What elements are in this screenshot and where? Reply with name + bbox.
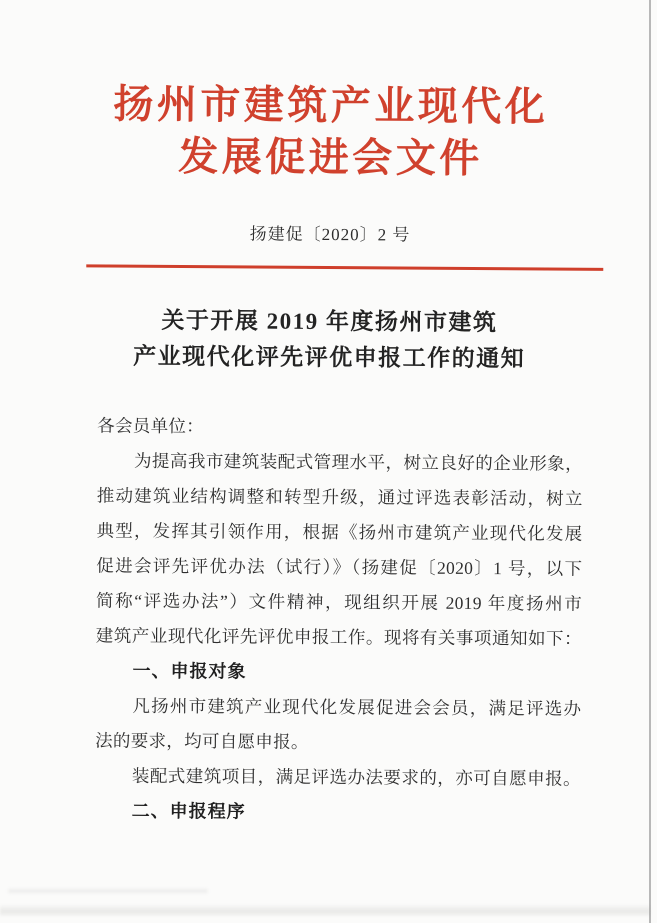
body-line: 推动建筑业结构调整和转型升级，通过评选表彰活动，树立 (96, 485, 583, 509)
scan-smudge-bottom-left (8, 889, 208, 893)
section-heading-1: 一、申报对象 (132, 660, 247, 682)
doc-number: 扬建促〔2020〕2 号 (249, 224, 411, 245)
body-line: 建筑产业现代化评先评优申报工作。现将有关事项通知如下： (95, 625, 582, 649)
scan-edge-artifact-right (649, 0, 651, 923)
body-line: 为提高我市建筑装配式管理水平，树立良好的企业形象， (133, 450, 584, 474)
document-title (1, 302, 657, 378)
document-title-line-1: 关于开展 2019 年度扬州市建筑 (161, 307, 498, 336)
letterhead-line-2: 发展促进会文件 (178, 134, 483, 182)
body-line: 法的要求，均可自愿申报。 (95, 730, 309, 752)
body-line: 促进会评先评优办法（试行）》（扬建促〔2020〕1 号，以下 (96, 555, 583, 579)
document-title-line-2: 产业现代化评先评优申报工作的通知 (133, 343, 526, 372)
body-line: 装配式建筑项目，满足评选办法要求的，亦可自愿申报。 (131, 765, 581, 789)
body-line: 典型，发挥其引领作用，根据《扬州市建筑产业现代化发展 (96, 520, 583, 544)
body-line: 凡扬州市建筑产业现代化发展促进会会员，满足评选办 (132, 695, 582, 719)
section-heading-2: 二、申报程序 (131, 800, 246, 822)
letterhead-title (2, 78, 657, 186)
red-separator-line (86, 264, 603, 270)
letterhead-line-1: 扬州市建筑产业现代化 (113, 81, 549, 130)
body-line: 简称“评选办法”）文件精神，现组织开展 2019 年度扬州市 (95, 590, 583, 614)
document-body (95, 408, 584, 831)
scan-smudge-bottom (0, 904, 650, 916)
salutation: 各会员单位： (97, 415, 205, 437)
